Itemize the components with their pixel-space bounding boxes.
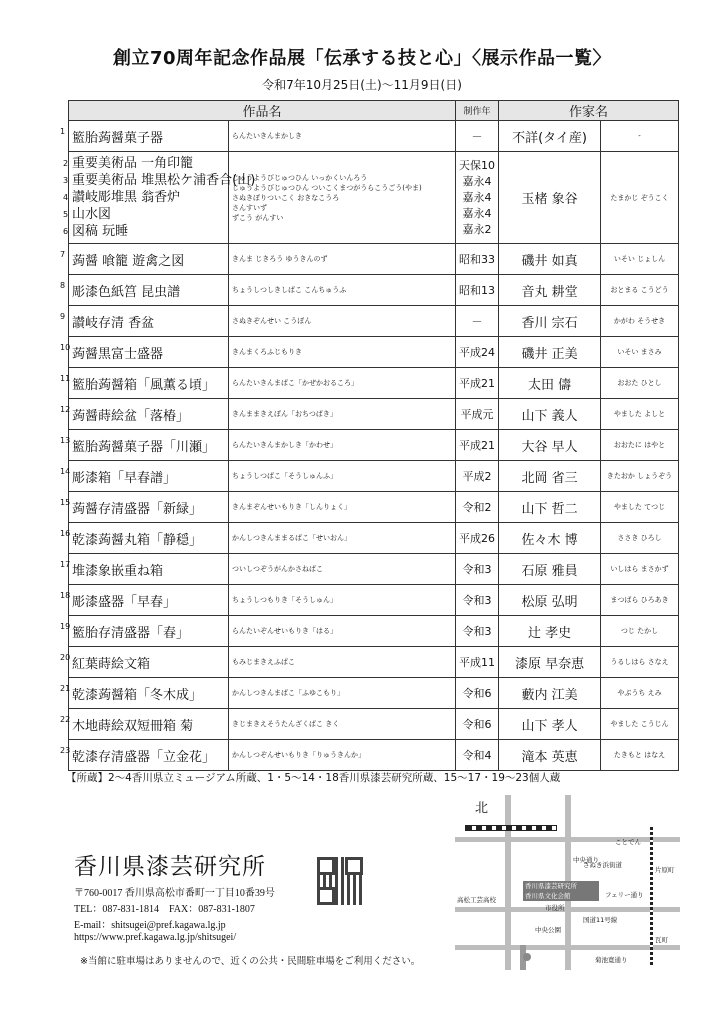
table-row xyxy=(69,461,679,492)
work-year: 嘉永2 xyxy=(462,222,492,236)
work-readings xyxy=(229,152,456,244)
work-reading: かんしつきんままるばこ「せいおん」 xyxy=(229,523,456,554)
work-year: 天保10 xyxy=(459,158,496,172)
work-year: 昭和13 xyxy=(456,275,499,306)
work-name-text: 紅葉蒔絵文箱 xyxy=(72,656,151,672)
work-year: 嘉永4 xyxy=(462,174,492,188)
artist-name: 香川 宗石 xyxy=(499,306,601,337)
table-row xyxy=(69,275,679,306)
work-name-text: 堆漆象嵌重ね箱 xyxy=(72,563,164,579)
work-name xyxy=(60,554,229,585)
artist-kana: やました よしと xyxy=(601,399,679,430)
work-number: 7 xyxy=(60,249,66,259)
artist-kana: おとまる こうどう xyxy=(601,275,679,306)
work-name-text: 籃胎蒟醤菓子器 xyxy=(72,130,164,146)
work-name-text: 木地蒔絵双短冊箱 菊 xyxy=(72,718,194,734)
work-name-text: 蒟醤 喰籠 遊禽之図 xyxy=(72,253,185,269)
work-name xyxy=(60,306,229,337)
work-number: 22 xyxy=(60,714,71,724)
work-number: 17 xyxy=(60,559,71,569)
artist-name: 磯井 正美 xyxy=(499,337,601,368)
work-reading: らんたいきんまばこ「かぜかおるころ」 xyxy=(229,368,456,399)
work-number: 19 xyxy=(60,621,71,631)
table-row xyxy=(69,740,679,771)
exhibition-period: 令和7年10月25日(土)～11月9日(日) xyxy=(262,78,462,92)
page-title: 創立70周年記念作品展「伝承する技と心」〈展示作品一覧〉 xyxy=(112,48,612,69)
work-name-text: 図稿 玩睡 xyxy=(72,224,129,239)
work-name-text: 籃胎蒟醤箱「風薫る頃」 xyxy=(72,377,216,393)
work-name-text: 蒟醤蒔絵盆「落椿」 xyxy=(72,408,190,424)
work-name-text: 籃胎蒟醤菓子器「川瀬」 xyxy=(72,439,216,455)
work-number: 23 xyxy=(60,745,71,755)
work-reading: らんたいぞんせいもりき「はる」 xyxy=(229,616,456,647)
artist-kana: かがわ そうせき xyxy=(601,306,679,337)
artist-kana: やました こうじん xyxy=(601,709,679,740)
institute-address: 〒760-0017 香川県高松市番町一丁目10番39号 xyxy=(74,888,275,899)
header-work: 作品名 xyxy=(69,101,456,121)
table-row xyxy=(69,616,679,647)
artist-kana: たまかじ ぞうこく xyxy=(601,152,679,244)
header-artist: 作家名 xyxy=(499,101,679,121)
artist-kana: やぶうち えみ xyxy=(601,678,679,709)
work-name xyxy=(60,275,229,306)
works-table xyxy=(60,100,679,771)
work-name xyxy=(60,647,229,678)
work-name xyxy=(63,189,225,206)
header-year: 制作年 xyxy=(456,101,499,121)
work-name-text: 彫漆箱「早春譜」 xyxy=(72,470,177,486)
work-name-text: 山水図 xyxy=(72,207,112,222)
map-kawaramachi: 瓦町 xyxy=(655,936,668,944)
work-name xyxy=(60,337,229,368)
map-venue: 香川県漆芸研究所 xyxy=(525,882,577,890)
work-name-text: 彫漆色紙筥 昆虫譜 xyxy=(72,284,181,300)
map-school: 高松工芸高校 xyxy=(457,896,496,904)
artist-kana: ささき ひろし xyxy=(601,523,679,554)
work-reading: ちょうしつもりき「そうしゅん」 xyxy=(229,585,456,616)
work-name xyxy=(60,430,229,461)
work-name xyxy=(60,740,229,771)
work-number: 14 xyxy=(60,466,71,476)
map-ferry: フェリー通り xyxy=(605,891,644,899)
work-year: － xyxy=(456,121,499,152)
artist-name: 佐々木 博 xyxy=(499,523,601,554)
map-kotoden: ことでん xyxy=(615,838,641,846)
work-years xyxy=(456,152,499,244)
work-name-text: 彫漆盛器「早春」 xyxy=(72,594,177,610)
table-row xyxy=(69,492,679,523)
artist-kana: いしはら まさかず xyxy=(601,554,679,585)
work-name xyxy=(60,616,229,647)
table-row xyxy=(69,244,679,275)
parking-note: ※当館に駐車場はありませんので、近くの公共・民間駐車場をご利用ください。 xyxy=(80,956,421,967)
artist-kana: うるしはら さなえ xyxy=(601,647,679,678)
table-row-group xyxy=(69,152,679,244)
artist-name: 漆原 早奈恵 xyxy=(499,647,601,678)
work-name-text: 乾漆蒟醤箱「冬木成」 xyxy=(72,687,203,703)
work-name xyxy=(63,155,225,172)
access-map xyxy=(455,795,680,970)
work-number: 11 xyxy=(60,373,71,383)
work-name xyxy=(60,399,229,430)
map-park: 中央公園 xyxy=(535,926,561,934)
artist-kana: つじ たかし xyxy=(601,616,679,647)
work-name-text: 重要美術品 堆黒松ケ浦香合(山) xyxy=(72,173,256,188)
artist-kana: - xyxy=(601,121,679,152)
institute-tel-fax: TEL：087-831-1814 FAX：087-831-1807 xyxy=(74,904,255,915)
table-row xyxy=(69,121,679,152)
work-number: 4 xyxy=(63,193,69,202)
artist-name: 辻 孝史 xyxy=(499,616,601,647)
work-number: 5 xyxy=(63,210,69,219)
work-name xyxy=(60,585,229,616)
work-reading: さんすいず xyxy=(232,203,267,212)
work-year: 平成26 xyxy=(456,523,499,554)
institute-email[interactable]: E-mail：shitsugei@pref.kagawa.lg.jp xyxy=(74,920,226,931)
artist-name: 山下 孝人 xyxy=(499,709,601,740)
map-venue2: 香川県文化会館 xyxy=(525,892,571,900)
work-name-text: 乾漆存清盛器「立金花」 xyxy=(72,749,216,765)
work-number: 21 xyxy=(60,683,71,693)
work-year: 嘉永4 xyxy=(462,190,492,204)
work-name xyxy=(60,678,229,709)
work-name xyxy=(63,206,225,223)
table-row xyxy=(69,647,679,678)
work-year: 令和6 xyxy=(456,709,499,740)
work-number: 9 xyxy=(60,311,66,321)
work-name-text: 蒟醤黒富士盛器 xyxy=(72,346,164,362)
work-year: 平成21 xyxy=(456,430,499,461)
artist-name: 音丸 耕堂 xyxy=(499,275,601,306)
work-number: 10 xyxy=(60,342,71,352)
table-row xyxy=(69,337,679,368)
artist-name: 不詳(タイ産) xyxy=(499,121,601,152)
north-icon: 北 xyxy=(475,801,489,816)
work-name-text: 蒟醤存清盛器「新緑」 xyxy=(72,501,203,517)
map-kataharamachi: 片原町 xyxy=(655,866,675,874)
artist-name: 大谷 早人 xyxy=(499,430,601,461)
artist-name: 山下 哲二 xyxy=(499,492,601,523)
work-reading: きじまきえそうたんざくばこ きく xyxy=(229,709,456,740)
artist-name: 太田 儔 xyxy=(499,368,601,399)
table-row xyxy=(69,523,679,554)
work-name xyxy=(60,244,229,275)
work-reading: らんたいきんまかしき「かわせ」 xyxy=(229,430,456,461)
work-name xyxy=(60,461,229,492)
artist-name: 磯井 如真 xyxy=(499,244,601,275)
work-reading: さぬきぞんせい こうぼん xyxy=(229,306,456,337)
table-row xyxy=(69,430,679,461)
work-number: 18 xyxy=(60,590,71,600)
work-reading: かんしつぞんせいもりき「りゅうきんか」 xyxy=(229,740,456,771)
institute-name: 香川県漆芸研究所 xyxy=(74,854,266,880)
map-chuo-dori: 中央通り xyxy=(573,856,599,864)
artist-kana: まつばら ひろあき xyxy=(601,585,679,616)
work-number: 6 xyxy=(63,227,69,236)
work-reading: ちょうしつしきしばこ こんちゅうふ xyxy=(229,275,456,306)
map-cityhall: 市役所 xyxy=(545,904,565,912)
artist-kana: やました てつじ xyxy=(601,492,679,523)
artist-name: 北岡 省三 xyxy=(499,461,601,492)
table-row xyxy=(69,709,679,740)
work-number: 15 xyxy=(60,497,71,507)
work-reading: らんたいきんまかしき xyxy=(229,121,456,152)
work-name xyxy=(63,172,256,189)
work-name xyxy=(63,223,225,240)
map-route11: 国道11号線 xyxy=(583,916,618,924)
work-number: 16 xyxy=(60,528,71,538)
artist-kana: いそい まさみ xyxy=(601,337,679,368)
work-name-text: 讃岐彫堆黒 翁香炉 xyxy=(72,190,181,205)
work-name xyxy=(60,709,229,740)
work-reading: ちょうしつばこ「そうしゅんふ」 xyxy=(229,461,456,492)
table-row xyxy=(69,368,679,399)
work-number: 12 xyxy=(60,404,71,414)
work-year: 令和6 xyxy=(456,678,499,709)
artist-name: 山下 義人 xyxy=(499,399,601,430)
ownership-note: 【所蔵】2～4香川県立ミュージアム所蔵、1・5～14・18香川県漆芸研究所蔵、15～17・19～23個人蔵 xyxy=(66,772,561,784)
table-header-row xyxy=(69,101,679,121)
work-reading: きんまぞんせいもりき「しんりょく」 xyxy=(229,492,456,523)
work-number: 3 xyxy=(63,176,69,185)
work-reading: じゅうようびじゅつひん ついこくまつがうらこうごう(やま) xyxy=(232,183,422,192)
work-reading: じゅうようびじゅつひん いっかくいんろう xyxy=(232,173,368,182)
work-name xyxy=(60,368,229,399)
map-kikuchi: 菊池寛通り xyxy=(595,956,628,964)
work-name-text: 重要美術品 一角印籠 xyxy=(72,156,194,171)
artist-name: 松原 弘明 xyxy=(499,585,601,616)
work-reading: きんままきえぼん「おちつばき」 xyxy=(229,399,456,430)
work-reading: きんま じきろう ゆうきんのず xyxy=(229,244,456,275)
work-year: 令和4 xyxy=(456,740,499,771)
work-year: 嘉永4 xyxy=(462,206,492,220)
work-year: 令和3 xyxy=(456,554,499,585)
work-name-text: 籃胎存清盛器「春」 xyxy=(72,625,190,641)
artist-name: 玉楮 象谷 xyxy=(499,152,601,244)
work-reading: もみじまきえふばこ xyxy=(229,647,456,678)
work-reading: さぬきぼりついこく おきなこうろ xyxy=(232,193,340,202)
work-reading: ずこう がんすい xyxy=(232,213,284,222)
artist-kana: おおた ひとし xyxy=(601,368,679,399)
table-row xyxy=(69,678,679,709)
qr-code[interactable] xyxy=(317,857,363,905)
work-year: 平成2 xyxy=(456,461,499,492)
institute-url[interactable]: https://www.pref.kagawa.lg.jp/shitsugei/ xyxy=(74,932,237,943)
work-name xyxy=(60,523,229,554)
table-row xyxy=(69,399,679,430)
artist-kana: おおたに はやと xyxy=(601,430,679,461)
work-year: － xyxy=(456,306,499,337)
map-hamakaido: さぬき浜街道 xyxy=(583,861,622,869)
work-year: 令和3 xyxy=(456,585,499,616)
artist-name: 滝本 英恵 xyxy=(499,740,601,771)
table-row xyxy=(69,306,679,337)
artist-kana: きたおか しょうぞう xyxy=(601,461,679,492)
work-name xyxy=(60,121,229,152)
work-reading: ついしつぞうがんかさねばこ xyxy=(229,554,456,585)
work-number: 13 xyxy=(60,435,71,445)
work-number: 2 xyxy=(63,159,69,168)
artist-kana: いそい じょしん xyxy=(601,244,679,275)
work-name-text: 讃岐存清 香盆 xyxy=(72,315,155,331)
artist-kana: たきもと はなえ xyxy=(601,740,679,771)
work-number: 8 xyxy=(60,280,66,290)
artist-name: 石原 雅員 xyxy=(499,554,601,585)
work-year: 平成24 xyxy=(456,337,499,368)
work-number: 20 xyxy=(60,652,71,662)
work-reading: きんまくろふじもりき xyxy=(229,337,456,368)
work-year: 平成元 xyxy=(456,399,499,430)
work-year: 令和3 xyxy=(456,616,499,647)
work-year: 令和2 xyxy=(456,492,499,523)
table-row xyxy=(69,554,679,585)
work-reading: かんしつきんまばこ「ふゆこもり」 xyxy=(229,678,456,709)
work-year: 平成11 xyxy=(456,647,499,678)
artist-name: 藪内 江美 xyxy=(499,678,601,709)
work-year: 平成21 xyxy=(456,368,499,399)
work-year: 昭和33 xyxy=(456,244,499,275)
table-row xyxy=(69,585,679,616)
work-name-text: 乾漆蒟醤丸箱「静穏」 xyxy=(72,532,203,548)
work-number: 1 xyxy=(60,126,66,136)
work-name xyxy=(60,492,229,523)
